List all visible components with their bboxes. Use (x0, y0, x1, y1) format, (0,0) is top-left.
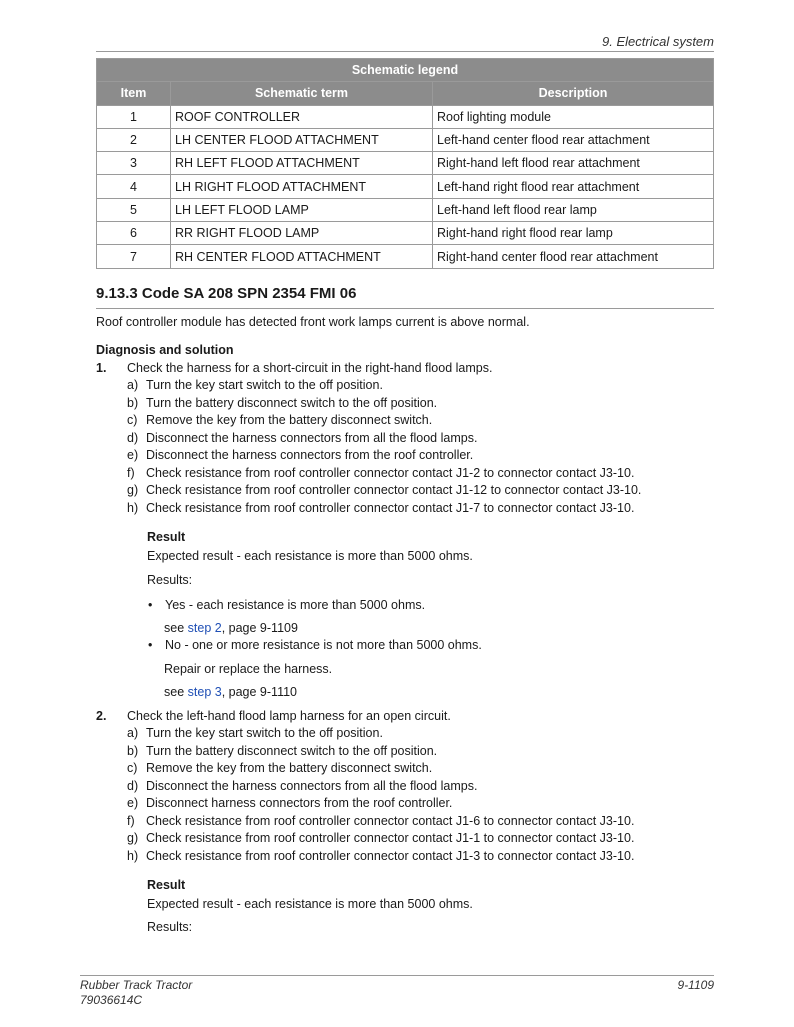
table-row (97, 152, 714, 175)
substep (127, 431, 477, 445)
substep-text: Disconnect the harness connectors from all the flood lamps. (146, 431, 478, 445)
no-action: Repair or replace the harness. (164, 662, 333, 676)
legend-term: ROOF CONTROLLER (171, 105, 433, 128)
legend-term: LH LEFT FLOOD LAMP (171, 198, 433, 221)
legend-item: 4 (97, 175, 171, 198)
footer-doc-number: 79036614C (80, 993, 143, 1007)
substep (127, 466, 634, 480)
legend-item: 5 (97, 198, 171, 221)
substep-text: Disconnect the harness connectors from all the flood lamps. (146, 779, 478, 793)
section-divider (96, 308, 714, 309)
substep (127, 396, 437, 410)
substep-text: Remove the key from the battery disconnect switch. (146, 761, 433, 775)
substep-text: Turn the key start switch to the off position. (146, 378, 383, 392)
substep-text: Turn the battery disconnect switch to the off position. (146, 396, 438, 410)
step-number: 1. (96, 361, 107, 375)
legend-item: 7 (97, 245, 171, 268)
substep (127, 849, 634, 863)
expected-result: Expected result - each resistance is more than 5000 ohms. (147, 549, 473, 563)
result-option-no (148, 638, 482, 652)
legend-description: Left-hand center flood rear attachment (433, 128, 714, 151)
substep-text: Check resistance from roof controller connector contact J1-3 to connector contact J3-10. (146, 849, 635, 863)
table-row (97, 128, 714, 151)
legend-caption: Schematic legend (97, 59, 714, 82)
substep-letter: d) (127, 431, 139, 445)
step-3-link[interactable]: step 3 (187, 685, 222, 699)
no-reference (164, 685, 297, 699)
expected-result: Expected result - each resistance is more than 5000 ohms. (147, 897, 473, 911)
legend-term: LH RIGHT FLOOD ATTACHMENT (171, 175, 433, 198)
see-text: see (164, 685, 188, 699)
footer-divider (80, 975, 714, 976)
substep-text: Disconnect harness connectors from the roof controller. (146, 796, 453, 810)
substep-letter: c) (127, 761, 138, 775)
yes-reference (164, 621, 298, 635)
substep-letter: b) (127, 396, 139, 410)
substep-letter: f) (127, 814, 135, 828)
header-divider (96, 51, 714, 52)
step-number: 2. (96, 709, 107, 723)
table-row (97, 105, 714, 128)
substep-letter: e) (127, 796, 139, 810)
legend-item: 1 (97, 105, 171, 128)
substep-letter: g) (127, 483, 139, 497)
substep-text: Disconnect the harness connectors from the roof controller. (146, 448, 474, 462)
legend-term: LH CENTER FLOOD ATTACHMENT (171, 128, 433, 151)
substep-letter: b) (127, 744, 139, 758)
substep-letter: a) (127, 378, 139, 392)
legend-header-item: Item (97, 82, 171, 105)
result-option-yes (148, 598, 425, 612)
header-section-title: 9. Electrical system (602, 34, 714, 49)
table-row (97, 198, 714, 221)
see-text: see (164, 621, 188, 635)
substep (127, 814, 634, 828)
substep-letter: d) (127, 779, 139, 793)
legend-description: Right-hand right flood rear lamp (433, 222, 714, 245)
legend-item: 3 (97, 152, 171, 175)
diagnosis-heading: Diagnosis and solution (96, 343, 234, 357)
legend-item: 6 (97, 222, 171, 245)
substep-letter: f) (127, 466, 135, 480)
substep (127, 483, 641, 497)
page-reference: , page 9-1110 (221, 685, 297, 699)
substep-letter: c) (127, 413, 138, 427)
substep-text: Check resistance from roof controller connector contact J1-6 to connector contact J3-10. (146, 814, 635, 828)
footer-product-info (80, 978, 192, 1008)
substep (127, 501, 634, 515)
table-row (97, 245, 714, 268)
legend-description: Left-hand right flood rear attachment (433, 175, 714, 198)
legend-item: 2 (97, 128, 171, 151)
section-intro: Roof controller module has detected front work lamps current is above normal. (96, 315, 530, 329)
legend-header-description: Description (433, 82, 714, 105)
footer-product: Rubber Track Tractor (80, 978, 193, 992)
substep-text: Check resistance from roof controller connector contact J1-7 to connector contact J3-10. (146, 501, 635, 515)
bullet-icon: • (148, 598, 153, 612)
step-2-link[interactable]: step 2 (187, 621, 222, 635)
substep-text: Check resistance from roof controller connector contact J1-2 to connector contact J3-10. (146, 466, 635, 480)
schematic-legend-table (96, 58, 714, 269)
substep (127, 796, 452, 810)
table-row (97, 175, 714, 198)
result-heading: Result (147, 530, 186, 544)
substep (127, 726, 383, 740)
page-reference: , page 9-1109 (221, 621, 298, 635)
substep-letter: h) (127, 501, 139, 515)
substep (127, 378, 383, 392)
step-text: Check the harness for a short-circuit in the right-hand flood lamps. (127, 361, 493, 375)
substep-letter: h) (127, 849, 139, 863)
results-label: Results: (147, 573, 193, 587)
legend-description: Right-hand left flood rear attachment (433, 152, 714, 175)
result-heading: Result (147, 878, 186, 892)
result-yes-text: Yes - each resistance is more than 5000 ohms. (165, 598, 426, 612)
legend-header-term: Schematic term (171, 82, 433, 105)
substep (127, 413, 432, 427)
legend-description: Left-hand left flood rear lamp (433, 198, 714, 221)
legend-description: Roof lighting module (433, 105, 714, 128)
substep (127, 761, 432, 775)
legend-term: RR RIGHT FLOOD LAMP (171, 222, 433, 245)
legend-term: RH CENTER FLOOD ATTACHMENT (171, 245, 433, 268)
legend-term: RH LEFT FLOOD ATTACHMENT (171, 152, 433, 175)
table-row (97, 222, 714, 245)
substep-text: Check resistance from roof controller connector contact J1-12 to connector contact J3-10. (146, 483, 642, 497)
legend-description: Right-hand center flood rear attachment (433, 245, 714, 268)
substep-text: Check resistance from roof controller connector contact J1-1 to connector contact J3-10. (146, 831, 635, 845)
results-label: Results: (147, 920, 193, 934)
substep (127, 779, 477, 793)
result-no-text: No - one or more resistance is not more than 5000 ohms. (165, 638, 482, 652)
substep-text: Turn the battery disconnect switch to the off position. (146, 744, 438, 758)
substep (127, 831, 634, 845)
substep (127, 744, 437, 758)
section-heading: 9.13.3 Code SA 208 SPN 2354 FMI 06 (96, 285, 357, 302)
substep-text: Turn the key start switch to the off position. (146, 726, 383, 740)
substep-letter: e) (127, 448, 139, 462)
substep-text: Remove the key from the battery disconnect switch. (146, 413, 433, 427)
substep-letter: g) (127, 831, 139, 845)
substep (127, 448, 473, 462)
step-text: Check the left-hand flood lamp harness for an open circuit. (127, 709, 451, 723)
substep-letter: a) (127, 726, 139, 740)
bullet-icon: • (148, 638, 153, 652)
footer-page-number: 9-1109 (677, 978, 714, 992)
